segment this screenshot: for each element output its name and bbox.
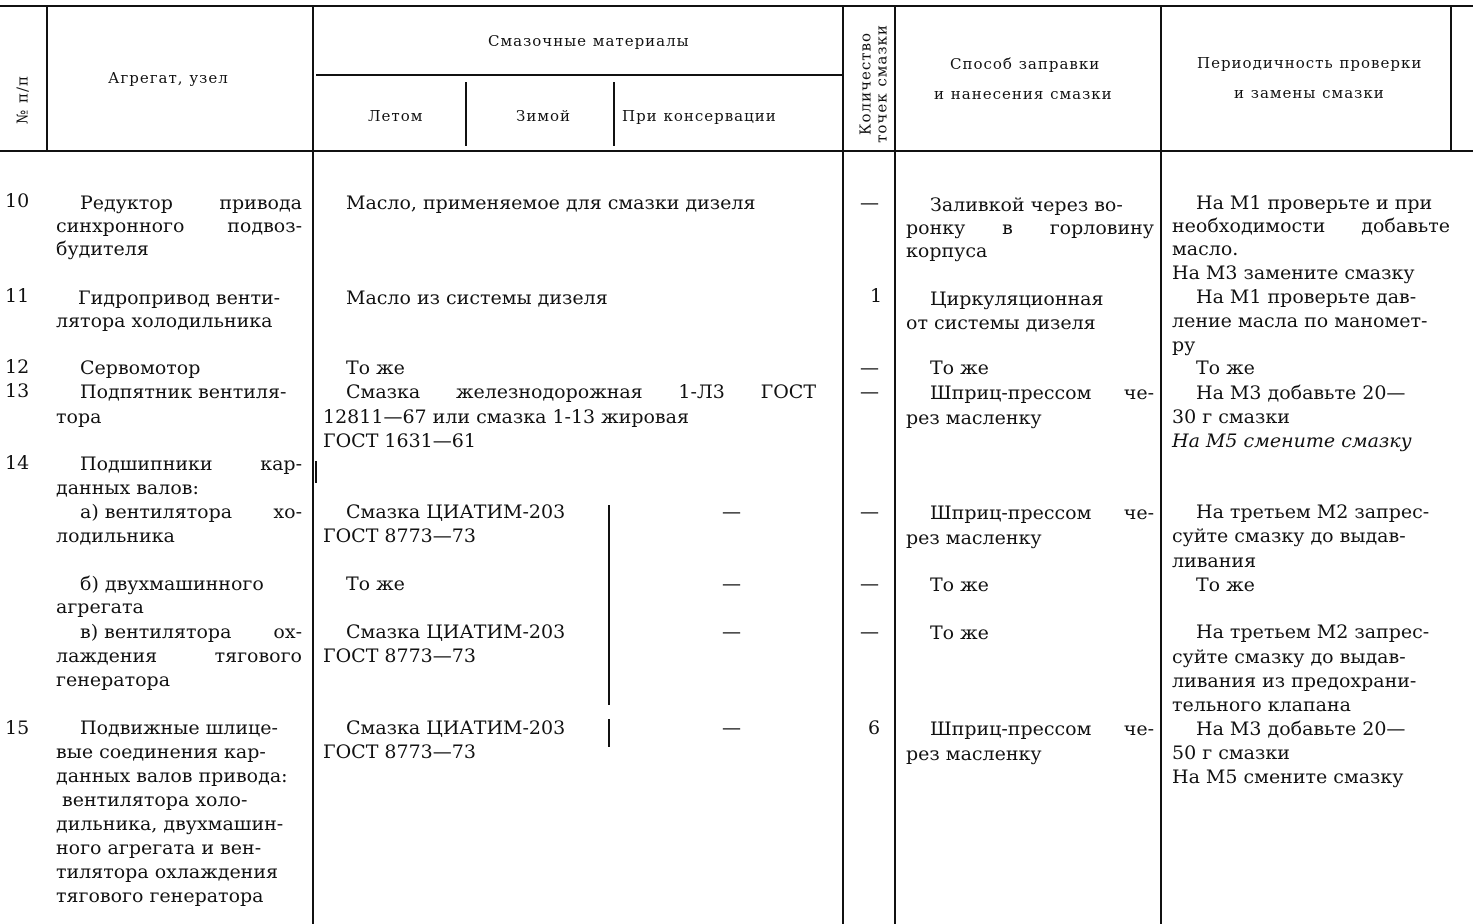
row13-unit-l1: Подпятник вентиля- bbox=[80, 381, 287, 403]
row11-points: 1 bbox=[870, 285, 883, 307]
row13-material-l3: ГОСТ 1631—61 bbox=[323, 430, 476, 452]
header-points-2: точек смазки bbox=[872, 24, 891, 143]
row14c-unit-l3: генератора bbox=[56, 669, 171, 691]
row14a-points: — bbox=[860, 501, 879, 523]
row14b-material: То же bbox=[346, 573, 405, 595]
row11-unit-l2: лятора холодильника bbox=[56, 310, 273, 332]
header-rule bbox=[0, 150, 1473, 152]
row10-method-line2 bbox=[906, 219, 1154, 238]
row14-num: 14 bbox=[5, 452, 30, 474]
row11-period-l2: ление масла по маномет- bbox=[1172, 310, 1428, 332]
row13-method-line1 bbox=[930, 384, 1154, 403]
row14-bracket bbox=[608, 505, 610, 705]
row14c-unit-l1b: ох- bbox=[273, 621, 302, 643]
header-period-2: и замены смазки bbox=[1234, 84, 1385, 102]
row14a-unit-l1a: а) вентилятора bbox=[80, 501, 233, 523]
row15-bracket bbox=[608, 719, 610, 747]
row14-unit-l2: данных валов: bbox=[56, 477, 199, 499]
row14c-period-l1: На третьем М2 запрес- bbox=[1196, 621, 1430, 643]
row15-method-l1a: Шприц-прессом bbox=[930, 718, 1092, 740]
row10-unit-l2a: синхронного bbox=[56, 215, 185, 237]
col-sep-num bbox=[46, 5, 48, 152]
row12-material: То же bbox=[346, 357, 405, 379]
row13-method-l2: рез масленку bbox=[906, 407, 1042, 429]
row14a-unit-l1b: хо- bbox=[273, 501, 302, 523]
row12-period: То же bbox=[1196, 357, 1255, 379]
row11-period-l3: ру bbox=[1172, 334, 1196, 356]
row13-method-l1b: че- bbox=[1123, 382, 1154, 404]
row13-material-l2: 12811—67 или смазка 1-13 жировая bbox=[323, 406, 689, 428]
row13-material-l1b: железнодорожная bbox=[455, 381, 643, 403]
row15-method-l2: рез масленку bbox=[906, 743, 1042, 765]
row14c-period-l2: суйте смазку до выдав- bbox=[1172, 646, 1406, 668]
row14c-method: То же bbox=[930, 622, 989, 644]
row14c-period-l3: ливания из предохрани- bbox=[1172, 670, 1417, 692]
row15-period-l2: 50 г смазки bbox=[1172, 742, 1290, 764]
row10-period-l2b: добавьте bbox=[1361, 215, 1450, 237]
row14c-unit-l2b: тягового bbox=[214, 645, 302, 667]
row14c-unit-line1 bbox=[80, 623, 302, 642]
col-sep-winter bbox=[613, 82, 615, 146]
row14-unit-l1b: кар- bbox=[260, 453, 302, 475]
row13-material-line1 bbox=[346, 383, 816, 402]
row14a-period-l2: суйте смазку до выдав- bbox=[1172, 525, 1406, 547]
col-sep-method bbox=[1160, 5, 1162, 924]
row15-unit-l5: дильника, двухмашин- bbox=[56, 813, 284, 835]
row13-bracket bbox=[315, 461, 317, 483]
row15-unit-l4: вентилятора холо- bbox=[62, 789, 248, 811]
materials-subheader-rule bbox=[316, 74, 842, 76]
row14c-material-l2: ГОСТ 8773—73 bbox=[323, 645, 476, 667]
row10-method-l2b: в bbox=[1002, 217, 1013, 239]
row13-material-l1d: ГОСТ bbox=[760, 381, 816, 403]
row14b-period: То же bbox=[1196, 574, 1255, 596]
row11-method-l2: от системы дизеля bbox=[906, 312, 1096, 334]
row10-unit-l1a: Редуктор bbox=[80, 192, 173, 214]
row10-method-l2c: горловину bbox=[1049, 217, 1154, 239]
col-sep-summer bbox=[465, 82, 467, 146]
row14a-method-l1b: че- bbox=[1123, 502, 1154, 524]
row15-method-l1b: че- bbox=[1123, 718, 1154, 740]
row14c-unit-l2a: лаждения bbox=[56, 645, 158, 667]
row14c-material-l1: Смазка ЦИАТИМ-203 bbox=[346, 621, 566, 643]
row14-unit-line1 bbox=[80, 455, 302, 474]
row12-num: 12 bbox=[5, 356, 30, 378]
row13-material-l1a: Смазка bbox=[346, 381, 421, 403]
row14-unit-l1a: Подшипники bbox=[80, 453, 213, 475]
header-method-1: Способ заправки bbox=[950, 55, 1101, 73]
row12-unit: Сервомотор bbox=[80, 357, 201, 379]
row14c-unit-l1a: в) вентилятора bbox=[80, 621, 232, 643]
row15-unit-l1: Подвижные шлице- bbox=[80, 717, 278, 739]
header-summer: Летом bbox=[368, 107, 424, 125]
row11-method-l1: Циркуляционная bbox=[930, 288, 1104, 310]
row10-method-l1: Заливкой через во- bbox=[930, 194, 1123, 216]
row11-unit-l1: Гидропривод венти- bbox=[78, 287, 281, 309]
row10-period-l3: масло. bbox=[1172, 238, 1239, 260]
col-sep-unit bbox=[312, 5, 314, 924]
row10-num: 10 bbox=[5, 190, 30, 212]
row14b-unit-l2: агрегата bbox=[56, 596, 144, 618]
row14a-material-l1: Смазка ЦИАТИМ-203 bbox=[346, 501, 566, 523]
top-rule bbox=[0, 5, 1473, 7]
row10-material: Масло, применяемое для смазки дизеля bbox=[346, 192, 756, 214]
row14b-preservation: — bbox=[722, 573, 741, 595]
row14a-period-l3: ливания bbox=[1172, 550, 1257, 572]
row15-unit-l2: вые соединения кар- bbox=[56, 741, 266, 763]
row15-unit-l7: тилятора охлаждения bbox=[56, 861, 278, 883]
row14b-unit-l1: б) двухмашинного bbox=[80, 573, 264, 595]
row13-period-l1: На М3 добавьте 20— bbox=[1196, 382, 1406, 404]
header-num: № п/п bbox=[13, 75, 32, 125]
row10-unit-l2b: подвоз- bbox=[227, 215, 302, 237]
row15-method-line1 bbox=[930, 720, 1154, 739]
row15-num: 15 bbox=[5, 717, 30, 739]
header-preservation: При консервации bbox=[622, 107, 777, 125]
row15-period-l1: На М3 добавьте 20— bbox=[1196, 718, 1406, 740]
row15-unit-l6: ного агрегата и вен- bbox=[56, 837, 262, 859]
row15-unit-l3: данных валов привода: bbox=[56, 765, 288, 787]
row12-method: То же bbox=[930, 357, 989, 379]
row13-points: — bbox=[860, 381, 879, 403]
row13-unit-l2: тора bbox=[56, 406, 102, 428]
header-unit: Агрегат, узел bbox=[108, 69, 229, 87]
row14a-method-l2: рез масленку bbox=[906, 527, 1042, 549]
row10-unit-line2 bbox=[56, 217, 302, 236]
row15-points: 6 bbox=[868, 717, 881, 739]
row10-method-l2a: ронку bbox=[906, 217, 966, 239]
row12-points: — bbox=[860, 357, 879, 379]
row14a-unit-line1 bbox=[80, 503, 302, 522]
row13-num: 13 bbox=[5, 380, 30, 402]
row14a-method-l1a: Шприц-прессом bbox=[930, 502, 1092, 524]
row14b-points: — bbox=[860, 573, 879, 595]
row15-period-l3: На М5 смените смазку bbox=[1172, 766, 1404, 788]
row13-method-l1a: Шприц-прессом bbox=[930, 382, 1092, 404]
col-sep-points bbox=[894, 5, 896, 924]
row13-period-l3: На М5 смените смазку bbox=[1172, 430, 1412, 452]
header-winter: Зимой bbox=[516, 107, 572, 125]
row11-num: 11 bbox=[5, 285, 30, 307]
col-sep-period bbox=[1450, 5, 1452, 152]
row14c-unit-line2 bbox=[56, 647, 302, 666]
row13-period-l2: 30 г смазки bbox=[1172, 406, 1290, 428]
row10-period-l2a: необходимости bbox=[1172, 215, 1326, 237]
row10-points: — bbox=[860, 192, 879, 214]
row15-unit-l8: тягового генератора bbox=[56, 885, 264, 907]
col-sep-materials bbox=[842, 5, 844, 924]
row14a-period-l1: На третьем М2 запрес- bbox=[1196, 501, 1430, 523]
row15-material-l2: ГОСТ 8773—73 bbox=[323, 741, 476, 763]
row15-preservation: — bbox=[722, 717, 741, 739]
row13-material-l1c: 1-Л3 bbox=[678, 381, 725, 403]
row10-unit-l3: будителя bbox=[56, 238, 149, 260]
header-points-1: Количество bbox=[856, 31, 875, 136]
row10-period-line2 bbox=[1172, 217, 1450, 236]
row10-period-l1: На М1 проверьте и при bbox=[1196, 192, 1433, 214]
row14c-period-l4: тельного клапана bbox=[1172, 694, 1351, 716]
header-period-1: Периодичность проверки bbox=[1197, 54, 1423, 72]
row14a-unit-l2: лодильника bbox=[56, 525, 175, 547]
row14a-material-l2: ГОСТ 8773—73 bbox=[323, 525, 476, 547]
row14c-preservation: — bbox=[722, 621, 741, 643]
row10-method-l3: корпуса bbox=[906, 240, 988, 262]
row14b-method: То же bbox=[930, 574, 989, 596]
row11-material: Масло из системы дизеля bbox=[346, 287, 608, 309]
row11-period-l1: На М1 проверьте дав- bbox=[1196, 286, 1417, 308]
row14a-method-line1 bbox=[930, 504, 1154, 523]
row10-unit-line1 bbox=[80, 194, 302, 213]
header-materials: Смазочные материалы bbox=[488, 32, 690, 50]
row10-period-l4: На М3 замените смазку bbox=[1172, 262, 1415, 284]
row14a-preservation: — bbox=[722, 501, 741, 523]
row15-material-l1: Смазка ЦИАТИМ-203 bbox=[346, 717, 566, 739]
header-method-2: и нанесения смазки bbox=[934, 85, 1113, 103]
row10-unit-l1b: привода bbox=[219, 192, 302, 214]
row14c-points: — bbox=[860, 621, 879, 643]
